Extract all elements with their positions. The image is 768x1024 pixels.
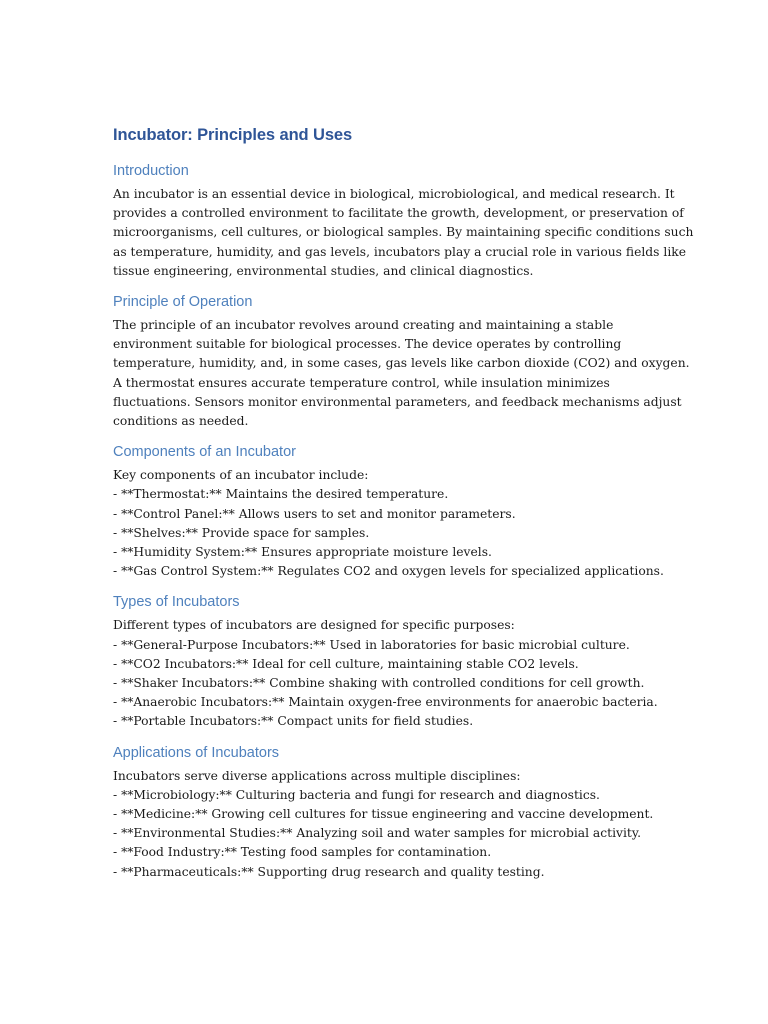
document-title: Incubator: Principles and Uses	[113, 126, 353, 144]
section-introduction	[113, 161, 694, 281]
text-line: A thermostat ensures accurate temperature control, while insulation minimizes	[113, 375, 610, 390]
section-heading: Introduction	[113, 163, 189, 179]
section-components	[113, 442, 664, 581]
text-line: microorganisms, cell cultures, or biological samples. By maintaining specific conditions such	[113, 225, 694, 240]
section-principle-of-operation	[113, 292, 690, 431]
section-body	[113, 616, 658, 731]
list-item: - **Shaker Incubators:** Combine shaking with controlled conditions for cell growth.	[113, 676, 645, 691]
list-item: - **Shelves:** Provide space for samples.	[113, 525, 370, 540]
text-line: conditions as needed.	[113, 414, 249, 429]
text-line: An incubator is an essential device in biological, microbiological, and medical research. It	[113, 187, 675, 201]
text-line: Incubators serve diverse applications across multiple disciplines:	[113, 768, 521, 783]
text-line: tissue engineering, environmental studies, and clinical diagnostics.	[113, 263, 534, 278]
section-types	[113, 592, 658, 731]
section-body	[113, 185, 694, 281]
text-line: as temperature, humidity, and gas levels, incubators play a crucial role in various fields like	[113, 244, 686, 259]
section-applications	[113, 743, 658, 882]
document-page	[113, 124, 694, 893]
section-heading: Applications of Incubators	[113, 744, 280, 761]
list-item: - **Portable Incubators:** Compact units for field studies.	[113, 714, 474, 729]
list-item: - **CO2 Incubators:** Ideal for cell culture, maintaining stable CO2 levels.	[113, 656, 579, 671]
list-item: - **Control Panel:** Allows users to set and monitor parameters.	[113, 506, 516, 521]
list-item: - **General-Purpose Incubators:** Used in laboratories for basic microbial culture.	[113, 637, 630, 652]
list-item: - **Medicine:** Growing cell cultures for tissue engineering and vaccine development.	[113, 807, 654, 822]
list-item: - **Pharmaceuticals:** Supporting drug research and quality testing.	[113, 864, 545, 879]
list-item: - **Microbiology:** Culturing bacteria and fungi for research and diagnostics.	[113, 787, 600, 802]
list-item: - **Environmental Studies:** Analyzing soil and water samples for microbial activity.	[113, 826, 642, 841]
text-line: Different types of incubators are designed for specific purposes:	[113, 618, 515, 633]
text-line: provides a controlled environment to facilitate the growth, development, or preservation of	[113, 206, 684, 221]
text-line: temperature, humidity, and, in some cases, gas levels like carbon dioxide (CO2) and oxygen.	[113, 356, 690, 371]
list-item: - **Anaerobic Incubators:** Maintain oxygen-free environments for anaerobic bacteria.	[113, 695, 658, 710]
section-body	[113, 466, 664, 581]
text-line: fluctuations. Sensors monitor environmental parameters, and feedback mechanisms adjust	[113, 394, 682, 409]
section-body	[113, 767, 658, 882]
list-item: - **Food Industry:** Testing food samples for contamination.	[113, 845, 492, 860]
section-heading: Principle of Operation	[113, 294, 253, 311]
list-item: - **Gas Control System:** Regulates CO2 and oxygen levels for specialized applications.	[113, 564, 664, 579]
list-item: - **Thermostat:** Maintains the desired temperature.	[113, 487, 449, 502]
text-line: environment suitable for biological processes. The device operates by controlling	[113, 337, 622, 352]
list-item: - **Humidity System:** Ensures appropriate moisture levels.	[113, 545, 492, 560]
section-heading: Components of an Incubator	[113, 444, 296, 461]
section-body	[113, 316, 690, 431]
text-line: The principle of an incubator revolves around creating and maintaining a stable	[113, 318, 614, 333]
text-line: Key components of an incubator include:	[113, 468, 369, 483]
section-heading: Types of Incubators	[113, 594, 240, 611]
